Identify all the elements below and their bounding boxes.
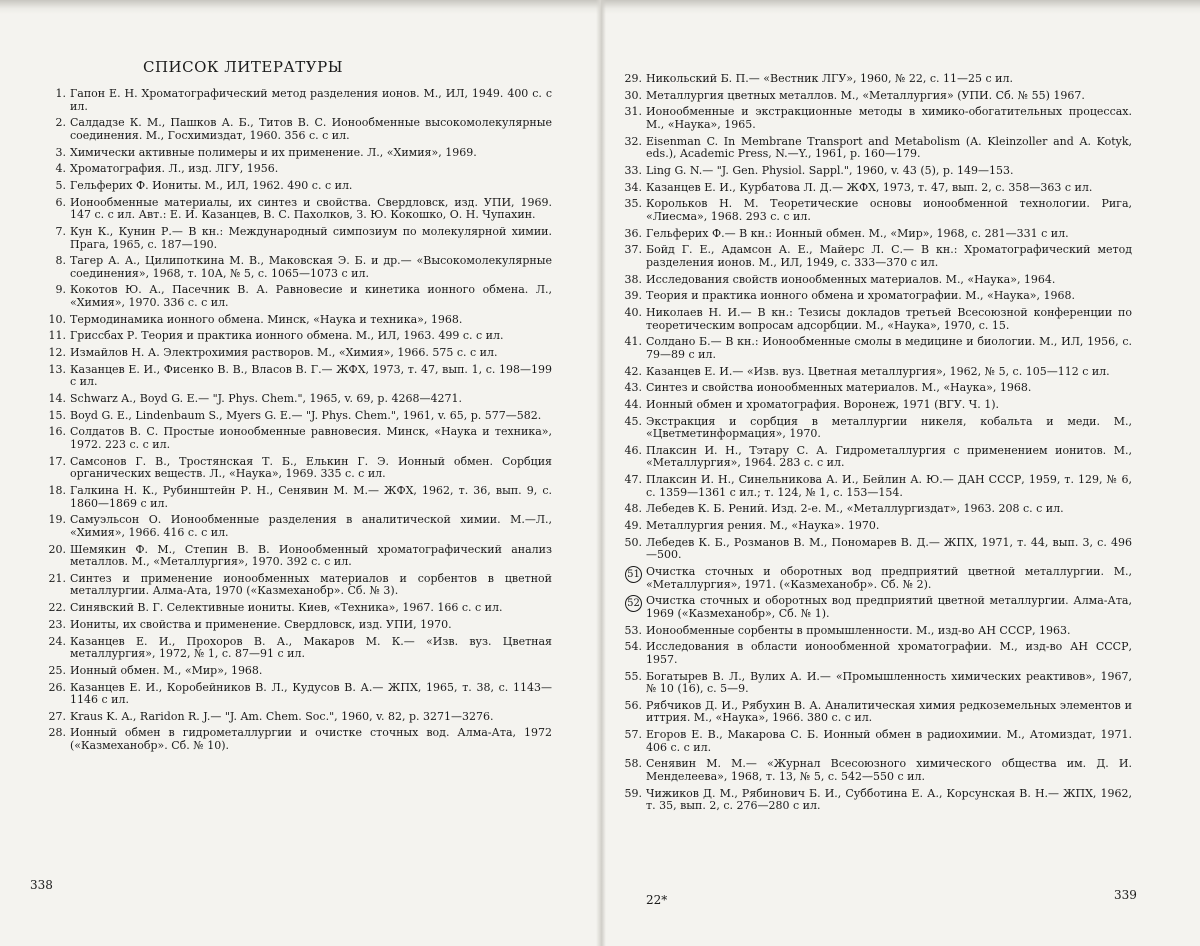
reference-item: [44, 636, 552, 661]
reference-item: [44, 284, 552, 309]
reference-item: [620, 625, 1132, 638]
reference-item: [44, 544, 552, 569]
reference-item: [44, 393, 552, 406]
reference-number: 59.: [624, 786, 642, 800]
reference-text: Очистка сточных и оборотных вод предприятий цветной металлургии. М., «Металлургия», 1971. («Казмеханобр». Сб. № 2).: [646, 565, 1132, 591]
reference-number: 25.: [48, 663, 66, 677]
reference-number: 48.: [624, 502, 642, 516]
reference-text: Казанцев Е. И., Прохоров В. А., Макаров М. К.— «Изв. вуз. Цветная металлургия», 1972, № 1, с. 87—91 с ил.: [70, 634, 552, 661]
reference-text: Шемякин Ф. М., Степин В. В. Ионообменный хроматографический анализ металлов. М., «Металлургия», 1970. 392 с. с ил.: [70, 542, 552, 569]
reference-text: Сенявин М. М.— «Журнал Всесоюзного химического общества им. Д. И. Менделеева», 1968, т. 13, № 5, с. 542—550 с ил.: [646, 757, 1132, 784]
reference-text: Ионный обмен в гидрометаллургии и очистке сточных вод. Алма-Ата, 1972 («Казмеханобр». Сб. № 10).: [70, 726, 552, 753]
reference-item: [44, 410, 552, 423]
reference-item: [620, 503, 1132, 516]
reference-text: Очистка сточных и оборотных вод предприятий цветной металлургии. Алма-Ата, 1969 («Казмеханобр», Сб. № 1).: [646, 594, 1132, 620]
reference-item: [620, 729, 1132, 754]
reference-text: Синтез и применение ионообменных материалов и сорбентов в цветной металлургии. Алма-Ата, 1970 («Казмеханобр». Сб. № 3).: [70, 571, 552, 598]
reference-text: Салдадзе К. М., Пашков А. Б., Титов В. С. Ионообменные высокомолекулярные соединения. М., Госхимиздат, 1960. 356 с. с ил.: [70, 116, 552, 142]
reference-item: [44, 255, 552, 280]
reference-number: 20.: [48, 542, 66, 556]
reference-item: [44, 456, 552, 481]
reference-number: 8.: [55, 254, 66, 268]
reference-number: 47.: [624, 473, 642, 487]
reference-number: 39.: [624, 289, 642, 303]
reference-number: 12.: [48, 346, 66, 360]
reference-text: Металлургия цветных металлов. М., «Металлургия» (УПИ. Сб. № 55) 1967.: [646, 88, 1085, 102]
reference-number: 6.: [55, 195, 66, 209]
reference-text: Плаксин И. Н., Тэтару С. А. Гидрометаллургия с применением ионитов. М., «Металлургия», 1964. 283 с. с ил.: [646, 443, 1132, 470]
reference-text: Синявский В. Г. Селективные иониты. Киев, «Техника», 1967. 166 с. с ил.: [70, 601, 503, 615]
reference-item: [620, 671, 1132, 696]
reference-number: 2.: [55, 116, 66, 130]
reference-item: [620, 307, 1132, 332]
reference-number: 5.: [55, 178, 66, 192]
reference-text: Самуэльсон О. Ионообменные разделения в аналитической химии. М.—Л., «Химия», 1966. 416 с. с ил.: [70, 513, 552, 539]
reference-number: 19.: [48, 513, 66, 527]
reference-number: 43.: [624, 381, 642, 395]
reference-item: [44, 226, 552, 251]
reference-text: Богатырев В. Л., Вулих А. И.— «Промышленность химических реактивов», 1967, № 10 (16), с. 5—9.: [646, 669, 1132, 696]
reference-number: 54.: [624, 640, 642, 654]
reference-item: [620, 700, 1132, 725]
reference-number: 11.: [48, 329, 66, 343]
reference-number: 35.: [624, 197, 642, 211]
reference-number: 50.: [624, 535, 642, 549]
reference-number: 36.: [624, 226, 642, 240]
reference-number: 27.: [48, 709, 66, 723]
reference-number: 41.: [624, 335, 642, 349]
reference-item: [620, 244, 1132, 269]
reference-text: Eisenman C. In Membrane Transport and Metabolism (A. Kleinzoller and A. Kotyk, eds.), Academic Press, N.—Y., 1961, p. 160—179.: [646, 134, 1132, 161]
circled-number-mark: 52: [625, 595, 642, 612]
reference-text: Хроматография. Л., изд. ЛГУ, 1956.: [70, 162, 279, 176]
reference-number: 26.: [48, 680, 66, 694]
reference-item: [620, 106, 1132, 131]
reference-list-right: [620, 73, 1132, 817]
reference-text: Галкина Н. К., Рубинштейн Р. Н., Сенявин М. М.— ЖФХ, 1962, т. 36, вып. 9, с. 1860—1869 с ил.: [70, 484, 552, 510]
reference-text: Солдатов В. С. Простые ионообменные равновесия. Минск, «Наука и техника», 1972. 223 с. с ил.: [70, 425, 552, 452]
reference-number: 33.: [624, 163, 642, 177]
reference-text: Кун К., Кунин Р.— В кн.: Международный симпозиум по молекулярной химии. Прага, 1965, с. 187—190.: [70, 224, 552, 251]
reference-text: Термодинамика ионного обмена. Минск, «Наука и техника», 1968.: [70, 312, 463, 326]
reference-text: Ионный обмен и хроматография. Воронеж, 1971 (ВГУ. Ч. 1).: [646, 397, 1000, 411]
reference-text: Казанцев Е. И., Коробейников В. Л., Кудусов В. А.— ЖПХ, 1965, т. 38, с. 1143—1146 с ил.: [70, 680, 552, 707]
reference-item: [44, 197, 552, 222]
reference-number: 58.: [624, 757, 642, 771]
reference-item: [44, 682, 552, 707]
reference-item: [44, 330, 552, 343]
reference-item: [620, 566, 1132, 591]
reference-item: [44, 711, 552, 724]
reference-text: Корольков Н. М. Теоретические основы ионообменной технологии. Рига, «Лиесма», 1968. 293 с. с ил.: [646, 197, 1132, 223]
reference-text: Синтез и свойства ионообменных материалов. М., «Наука», 1968.: [646, 381, 1032, 395]
reference-text: Исследования свойств ионообменных материалов. М., «Наука», 1964.: [646, 272, 1056, 286]
reference-item: [620, 165, 1132, 178]
reference-number: 9.: [55, 283, 66, 297]
reference-text: Теория и практика ионного обмена и хроматографии. М., «Наука», 1968.: [646, 289, 1075, 303]
reference-number: 13.: [48, 362, 66, 376]
reference-item: [620, 758, 1132, 783]
reference-text: Гапон Е. Н. Хроматографический метод разделения ионов. М., ИЛ, 1949. 400 с. с ил.: [70, 87, 552, 113]
reference-item: [44, 602, 552, 615]
reference-text: Schwarz A., Boyd G. E.— "J. Phys. Chem.", 1965, v. 69, p. 4268—4271.: [70, 392, 462, 406]
reference-text: Лебедев К. Б., Розманов В. М., Пономарев В. Д.— ЖПХ, 1971, т. 44, вып. 3, с. 496—500.: [646, 535, 1132, 562]
reference-text: Гельферих Ф. Иониты. М., ИЛ, 1962. 490 с. с ил.: [70, 178, 353, 192]
reference-item: [44, 485, 552, 510]
reference-number: 10.: [48, 312, 66, 326]
reference-text: Казанцев Е. И., Курбатова Л. Д.— ЖФХ, 1973, т. 47, вып. 2, с. 358—363 с ил.: [646, 180, 1093, 194]
reference-number: 57.: [624, 728, 642, 742]
reference-text: Измайлов Н. А. Электрохимия растворов. М., «Химия», 1966. 575 с. с ил.: [70, 346, 498, 360]
reference-number: 21.: [48, 571, 66, 585]
reference-item: [44, 573, 552, 598]
reference-item: [620, 73, 1132, 86]
reference-text: Николаев Н. И.— В кн.: Тезисы докладов третьей Всесоюзной конференции по теоретическим вопросам адсорбции. М., «Наука», 1970, с. 15.: [646, 305, 1132, 332]
reference-number: 45.: [624, 414, 642, 428]
reference-item: [620, 290, 1132, 303]
reference-number: 56.: [624, 698, 642, 712]
reference-item: [44, 147, 552, 160]
reference-number: 17.: [48, 454, 66, 468]
reference-text: Гриссбах Р. Теория и практика ионного обмена. М., ИЛ, 1963. 499 с. с ил.: [70, 329, 504, 343]
reference-number: 15.: [48, 408, 66, 422]
reference-text: Ling G. N.— "J. Gen. Physiol. Sappl.", 1960, v. 43 (5), p. 149—153.: [646, 163, 1014, 177]
reference-number: 49.: [624, 519, 642, 533]
reference-item: [620, 399, 1132, 412]
reference-text: Плаксин И. Н., Синельникова А. И., Бейлин А. Ю.— ДАН СССР, 1959, т. 129, № 6, с. 1359—1361 с ил.; т. 124, № 1, с. 153—154.: [646, 473, 1132, 499]
reference-item: [620, 136, 1132, 161]
circled-number-mark: 51: [625, 566, 642, 583]
page-heading: СПИСОК ЛИТЕРАТУРЫ: [143, 58, 343, 76]
reference-number: 55.: [624, 669, 642, 683]
reference-text: Boyd G. E., Lindenbaum S., Myers G. E.— "J. Phys. Chem.", 1961, v. 65, p. 577—582.: [70, 408, 542, 422]
reference-number: 46.: [624, 443, 642, 457]
reference-number: 14.: [48, 392, 66, 406]
reference-text: Гельферих Ф.— В кн.: Ионный обмен. М., «Мир», 1968, с. 281—331 с ил.: [646, 226, 1069, 240]
reference-text: Солдано Б.— В кн.: Ионообменные смолы в медицине и биологии. М., ИЛ, 1956, с. 79—89 с ил.: [646, 335, 1132, 361]
reference-item: [620, 445, 1132, 470]
reference-text: Никольский Б. П.— «Вестник ЛГУ», 1960, № 22, с. 11—25 с ил.: [646, 72, 1013, 85]
reference-text: Самсонов Г. В., Тростянская Т. Б., Елькин Г. Э. Ионный обмен. Сорбция органических веществ. Л., «Наука», 1969. 335 с. с ил.: [70, 454, 552, 481]
reference-number: 22.: [48, 601, 66, 615]
reference-text: Ионообменные сорбенты в промышленности. М., изд-во АН СССР, 1963.: [646, 623, 1071, 637]
reference-item: [44, 665, 552, 678]
reference-item: [44, 426, 552, 451]
reference-text: Ионообменные и экстракционные методы в химико-обогатительных процессах. М., «Наука», 1965.: [646, 105, 1132, 131]
reference-item: [620, 416, 1132, 441]
right-page: [600, 0, 1200, 946]
reference-text: Казанцев Е. И.— «Изв. вуз. Цветная металлургия», 1962, № 5, с. 105—112 с ил.: [646, 364, 1110, 378]
reference-item: [620, 641, 1132, 666]
reference-number: 28.: [48, 726, 66, 740]
reference-number: 24.: [48, 634, 66, 648]
reference-item: [620, 537, 1132, 562]
reference-item: [620, 198, 1132, 223]
reference-item: [44, 117, 552, 142]
reference-item: [44, 163, 552, 176]
reference-item: [620, 228, 1132, 241]
reference-item: [44, 514, 552, 539]
reference-text: Металлургия рения. М., «Наука». 1970.: [646, 519, 880, 533]
reference-text: Чижиков Д. М., Рябинович Б. И., Субботина Е. А., Корсунская В. Н.— ЖПХ, 1962, т. 35, вып. 2, с. 276—280 с ил.: [646, 786, 1132, 813]
reference-list-left: [44, 88, 552, 757]
signature-mark: 22*: [646, 893, 668, 907]
reference-item: [44, 180, 552, 193]
reference-text: Исследования в области ионообменной хроматографии. М., изд-во АН СССР, 1957.: [646, 640, 1132, 666]
reference-item: [44, 314, 552, 327]
reference-item: [620, 366, 1132, 379]
reference-item: [620, 90, 1132, 103]
reference-text: Иониты, их свойства и применение. Свердловск, изд. УПИ, 1970.: [70, 617, 452, 631]
reference-text: Тагер А. А., Цилипоткина М. В., Маковская Э. Б. и др.— «Высокомолекулярные соединения», 1968, т. 10А, № 5, с. 1065—1073 с ил.: [70, 254, 552, 280]
reference-text: Кокотов Ю. А., Пасечник В. А. Равновесие и кинетика ионного обмена. Л., «Химия», 1970. 336 с. с ил.: [70, 283, 552, 310]
reference-item: [44, 619, 552, 632]
reference-number: 3.: [55, 145, 66, 159]
page-number-right: 339: [1114, 888, 1137, 902]
reference-text: Казанцев Е. И., Фисенко В. В., Власов В. Г.— ЖФХ, 1973, т. 47, вып. 1, с. 198—199 с ил.: [70, 362, 552, 389]
reference-item: [620, 336, 1132, 361]
reference-number: 38.: [624, 272, 642, 286]
reference-item: [620, 274, 1132, 287]
reference-text: Рябчиков Д. И., Рябухин В. А. Аналитическая химия редкоземельных элементов и иттрия. М., «Наука», 1966. 380 с. с ил.: [646, 698, 1132, 725]
reference-number: 32.: [624, 134, 642, 148]
reference-item: [44, 727, 552, 752]
reference-number: 16.: [48, 425, 66, 439]
reference-text: Лебедев К. Б. Рений. Изд. 2-е. М., «Металлургиздат», 1963. 208 с. с ил.: [646, 502, 1064, 516]
reference-item: [44, 347, 552, 360]
reference-number: 31.: [624, 105, 642, 119]
reference-number: 30.: [624, 88, 642, 102]
reference-number: 7.: [55, 224, 66, 238]
reference-text: Химически активные полимеры и их применение. Л., «Химия», 1969.: [70, 145, 477, 159]
reference-number: [620, 595, 646, 612]
page-number-left: 338: [30, 878, 53, 892]
reference-number: 23.: [48, 617, 66, 631]
reference-item: [44, 88, 552, 113]
reference-item: [44, 364, 552, 389]
reference-item: [620, 182, 1132, 195]
reference-number: [620, 566, 646, 583]
reference-number: 18.: [48, 484, 66, 498]
reference-item: [620, 382, 1132, 395]
reference-number: 42.: [624, 364, 642, 378]
reference-number: 29.: [624, 72, 642, 85]
reference-text: Бойд Г. Е., Адамсон А. Е., Майерс Л. С.— В кн.: Хроматографический метод разделения ионов. М., ИЛ, 1949, с. 333—370 с ил.: [646, 243, 1132, 269]
reference-item: [620, 474, 1132, 499]
reference-item: [620, 520, 1132, 533]
reference-text: Экстракция и сорбция в металлургии никеля, кобальта и меди. М., «Цветметинформация», 1970.: [646, 414, 1132, 441]
reference-item: [620, 595, 1132, 620]
reference-number: 4.: [55, 162, 66, 176]
reference-number: 34.: [624, 180, 642, 194]
reference-number: 44.: [624, 397, 642, 411]
reference-number: 53.: [624, 623, 642, 637]
reference-text: Ионный обмен. М., «Мир», 1968.: [70, 663, 263, 677]
reference-number: 1.: [55, 87, 66, 100]
reference-text: Егоров Е. В., Макарова С. Б. Ионный обмен в радиохимии. М., Атомиздат, 1971. 406 с. с ил.: [646, 728, 1132, 754]
reference-text: Kraus K. A., Raridon R. J.— "J. Am. Chem. Soc.", 1960, v. 82, p. 3271—3276.: [70, 709, 494, 723]
reference-item: [620, 788, 1132, 813]
reference-number: 37.: [624, 243, 642, 257]
reference-text: Ионообменные материалы, их синтез и свойства. Свердловск, изд. УПИ, 1969. 147 с. с ил. Авт.: Е. И. Казанцев, В. С. Пахолков, З. Ю. Кокошко, О. Н. Чупахин.: [70, 195, 552, 222]
reference-number: 40.: [624, 305, 642, 319]
